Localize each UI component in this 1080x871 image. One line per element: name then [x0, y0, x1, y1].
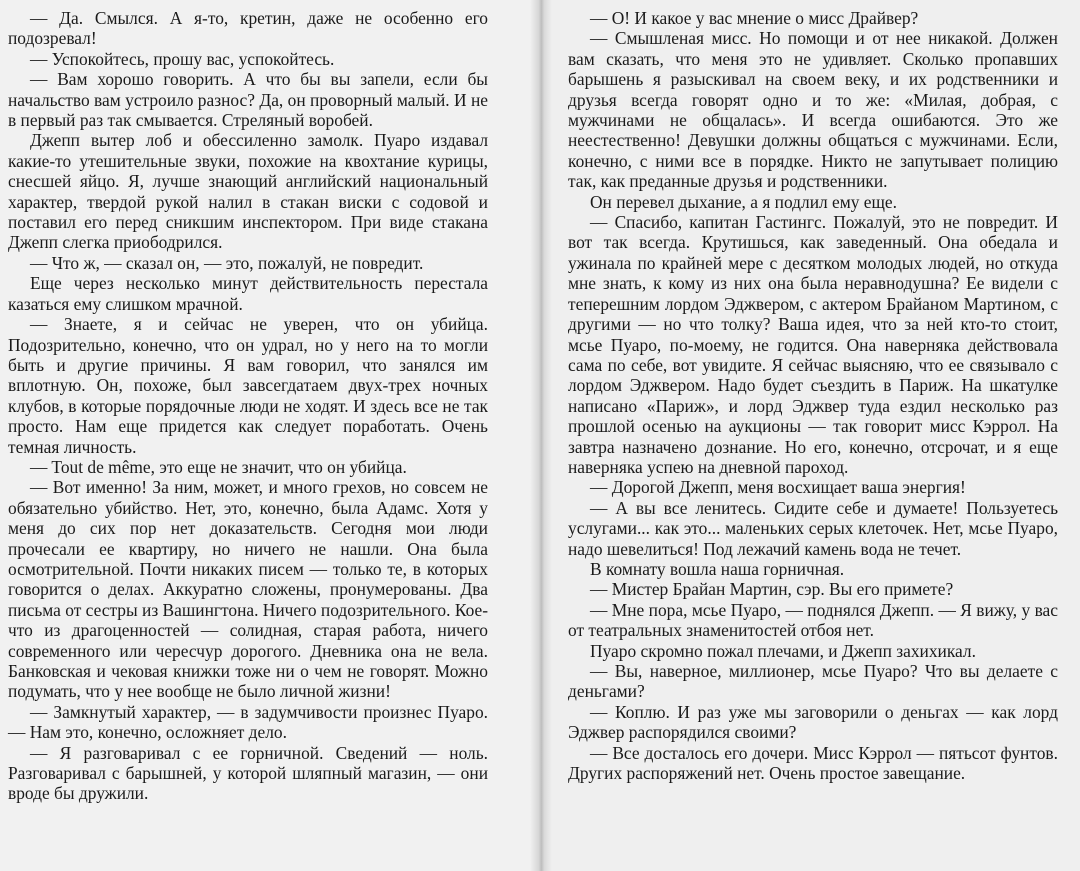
paragraph: — Знаете, я и сейчас не уверен, что он убийца. Подозрительно, конечно, что он удрал, но у него на то могли быть и другие причины. Я вам говорил, что занялся им вплотную. Он, похоже, был завсегдатаем двух-трех ночных клубов, в которые порядочные люди не ходят. И здесь все не так просто. Нам еще придется как следует поработать. Очень темная личность.: [8, 314, 488, 457]
paragraph: — Что ж, — сказал он, — это, пожалуй, не повредит.: [30, 252, 424, 273]
paragraph: В комнату вошла наша горничная.: [590, 558, 845, 579]
paragraph: — Да. Смылся. А я-то, кретин, даже не особенно его подозревал!: [8, 8, 488, 49]
paragraph: — Вы, наверное, миллионер, мсье Пуаро? Что вы делаете с деньгами?: [568, 661, 1058, 702]
paragraph: — Коплю. И раз уже мы заговорили о деньгах — как лорд Эджвер распорядился своими?: [568, 701, 1058, 743]
paragraph: — Tout de même, это еще не значит, что он убийца.: [30, 456, 407, 477]
left-page-text: [8, 8, 488, 804]
paragraph: — Мистер Брайан Мартин, сэр. Вы его примете?: [590, 579, 954, 600]
paragraph: Пуаро скромно пожал плечами, и Джепп захихикал.: [590, 640, 976, 661]
paragraph: Джепп вытер лоб и обессиленно замолк. Пуаро издавал какие-то утешительные звуки, похожие на квохтание курицы, снесшей яйцо. Я, лучше знающий английский национальный характер, твердой рукой налил в стакан виски с содовой и поставил его перед сникшим инспектором. При виде стакана Джепп слегка приободрился.: [8, 130, 488, 253]
paragraph: — О! И какое у вас мнение о мисс Драйвер?: [590, 8, 919, 28]
right-page-text: [568, 8, 1058, 783]
paragraph: — Дорогой Джепп, меня восхищает ваша энергия!: [590, 477, 966, 498]
paragraph: Он перевел дыхание, а я подлил ему еще.: [590, 191, 897, 212]
paragraph: — А вы все ленитесь. Сидите себе и думаете! Пользуетесь услугами... как это... маленьких серых клеточек. Нет, мсье Пуаро, надо шевелиться! Под лежачий камень вода не течет.: [568, 497, 1058, 559]
paragraph: — Вот именно! За ним, может, и много грехов, но совсем не обязательно убийство. Нет, это, конечно, была Адамс. Хотя у меня до сих пор нет доказательств. Сегодня мои люди прочесали ее квартиру, но ничего не нашли. Она была осмотрительной. Почти никаких писем — только те, в которых говорится о делах. Аккуратно сложены, пронумерованы. Два письма от сестры из Вашингтона. Ничего подозрительного. Кое-что из драгоценностей — солидная, старая работа, ничего современного или чересчур дорогого. Дневника она не вела. Банковская и чековая книжки тоже ни о чем не говорят. Можно подумать, что у нее вообще не было личной жизни!: [8, 477, 488, 702]
right-page: [540, 0, 1080, 871]
paragraph: — Смышленая мисс. Но помощи и от нее никакой. Должен вам сказать, что меня это не удивляет. Сколько пропавших барышень я разыскивал на своем веку, и их родственники и друзья всегда говорят одно и то же: «Милая, добрая, с мужчинами не общалась». И всегда ошибаются. Это же неестественно! Девушки должны общаться с мужчинами. Если, конечно, с ними все в порядке. Никто не запутывает полицию так, как преданные друзья и родственники.: [568, 28, 1058, 192]
paragraph: — Спасибо, капитан Гастингс. Пожалуй, это не повредит. И вот так всегда. Крутишься, как заведенный. Она обедала и ужинала по крайней мере с десятком молодых людей, но откуда мне знать, к кому из них она была неравнодушна? Ее видели с теперешним лордом Эджвером, с актером Брайаном Мартином, с другими — но что толку? Ваша идея, что за ней кто-то стоит, мсье Пуаро, по-моему, не годится. Она наверняка действовала сама по себе, вот увидите. Я сейчас выясняю, что ее связывало с лордом Эджвером. Надо будет съездить в Париж. На шкатулке написано «Париж», и лорд Эджвер туда ездил несколько раз прошлой осенью на аукционы — так говорит мисс Кэррол. На завтра назначено дознание. Но его, конечно, отсрочат, и я еще наверняка успею на дневной пароход.: [568, 212, 1058, 477]
paragraph: — Успокойтесь, прошу вас, успокойтесь.: [30, 48, 335, 69]
paragraph: — Мне пора, мсье Пуаро, — поднялся Джепп. — Я вижу, у вас от театральных знаменитостей отбоя нет.: [568, 599, 1058, 641]
paragraph: Еще через несколько минут действительность перестала казаться ему слишком мрачной.: [8, 273, 488, 314]
paragraph: — Все досталось его дочери. Мисс Кэррол — пятьсот фунтов. Других распоряжений нет. Очень простое завещание.: [568, 742, 1058, 784]
paragraph: — Замкнутый характер, — в задумчивости произнес Пуаро. — Нам это, конечно, осложняет дело.: [8, 701, 488, 743]
paragraph: — Вам хорошо говорить. А что бы вы запели, если бы начальство вам устроило разнос? Да, он проворный малый. И не в первый раз так смывается. Стреляный воробей.: [8, 69, 488, 131]
paragraph: — Я разговаривал с ее горничной. Сведений — ноль. Разговаривал с барышней, у которой шляпный магазин, — они вроде бы дружили.: [8, 742, 488, 804]
